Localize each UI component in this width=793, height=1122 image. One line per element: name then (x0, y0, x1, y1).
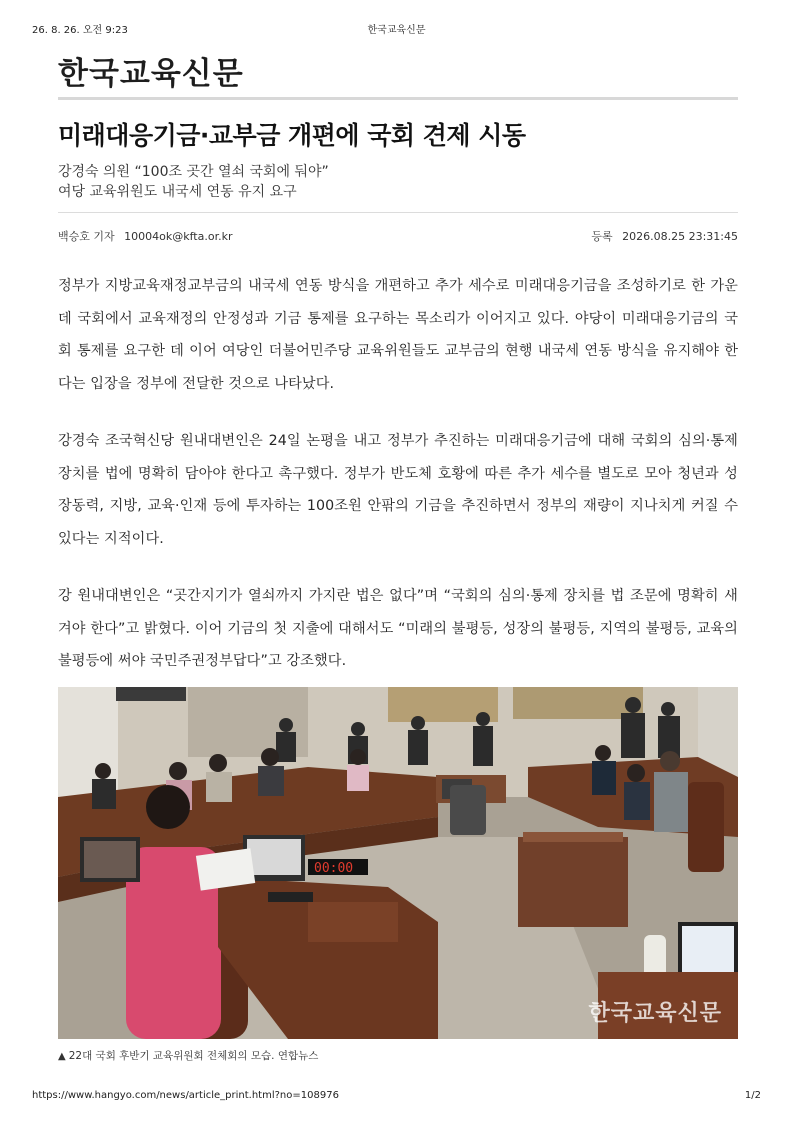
reporter-email[interactable]: 10004ok@kfta.or.kr (124, 230, 233, 243)
reporter-name: 백승호 기자 (58, 230, 115, 243)
registered-label: 등록 (591, 230, 613, 243)
registered-date (591, 228, 738, 244)
subtitle-line: 강경숙 의원 “100조 곳간 열쇠 국회에 둬야” (58, 164, 329, 180)
page-number: 1/2 (744, 1090, 761, 1101)
registered-datetime: 2026.08.25 23:31:45 (622, 230, 738, 243)
article-paragraph: 정부가 지방교육재정교부금의 내국세 연동 방식을 개편하고 추가 세수로 미래대응기금을 조성하기로 한 가운데 국회에서 교육재정의 안정성과 기금 통제를 요구하는 목소리가 이어지고 있다. 야당이 미래대응기금의 국회 통제를 요구한 데 이어 여당인 더불어민주당 교육위원들도 교부금의 현행 내국세 연동 방식을 유지해야 한다는 입장을 정부에 전달한 것으로 나타났다. (58, 278, 738, 392)
article-url[interactable]: https://www.hangyo.com/news/article_print.html?no=108976 (32, 1090, 339, 1101)
print-header (0, 21, 793, 37)
article-paragraph: 강경숙 조국혁신당 원내대변인은 24일 논평을 내고 정부가 추진하는 미래대응기금에 대해 국회의 심의·통제 장치를 법에 명확히 담아야 한다고 촉구했다. 정부가 반도체 호황에 따른 추가 세수를 별도로 모아 청년과 성장동력, 지방, 교육·인재 등에 투자하는 100조원 안팎의 기금을 추진하면서 정부의 재량이 지나치게 커질 수 있다는 지적이다. (58, 433, 738, 547)
article-photo (58, 687, 738, 1039)
byline-divider (58, 212, 738, 213)
article-headline: 미래대응기금·교부금 개편에 국회 견제 시동 (58, 121, 526, 150)
article-subtitle (58, 162, 329, 202)
caption-text: 22대 국회 후반기 교육위원회 전체회의 모습. 연합뉴스 (68, 1050, 319, 1062)
timer-display: 00:00 (314, 861, 354, 876)
article-body (58, 270, 738, 703)
photo-caption (58, 1048, 318, 1063)
committee-meeting-illustration (58, 687, 738, 1039)
newspaper-logo[interactable]: 한국교육신문 (58, 56, 244, 92)
masthead-divider (58, 97, 738, 100)
byline (58, 228, 232, 244)
subtitle-line: 여당 교육위원도 내국세 연동 유지 요구 (58, 184, 297, 200)
triangle-icon: ▲ (58, 1051, 66, 1062)
print-title: 한국교육신문 (367, 25, 426, 36)
article-paragraph: 강 원내대변인은 “곳간지기가 열쇠까지 가지란 법은 없다”며 “국회의 심의·통제 장치를 법 조문에 명확히 새겨야 한다”고 밝혔다. 이어 기금의 첫 지출에 대해서도 “미래의 불평등, 성장의 불평등, 지역의 불평등, 교육의 불평등에 써야 국민주권정부답다”고 강조했다. (58, 588, 738, 669)
print-date: 26. 8. 26. 오전 9:23 (32, 25, 128, 36)
photo-watermark: 한국교육신문 (588, 1000, 722, 1026)
